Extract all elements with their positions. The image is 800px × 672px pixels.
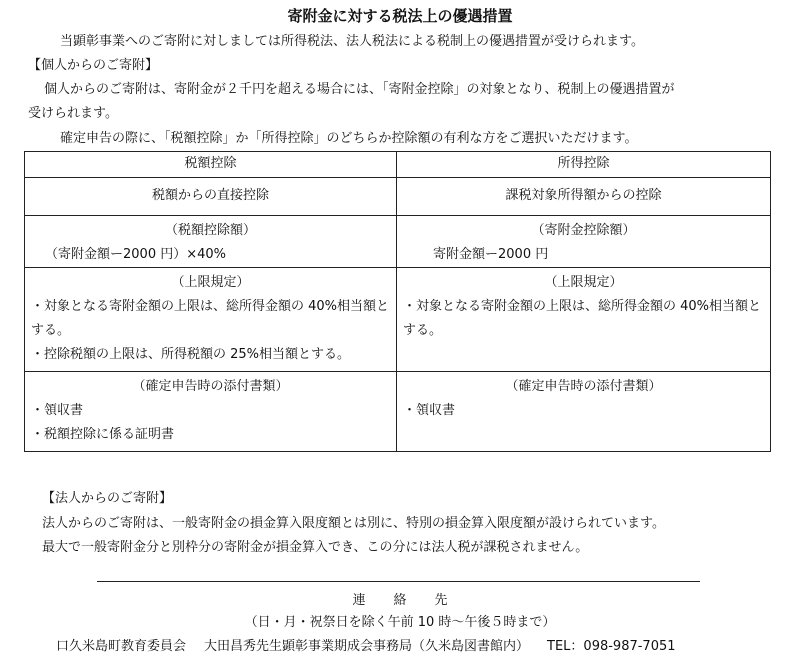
tax-credit-doc-item: ・税額控除に係る証明書 bbox=[31, 427, 175, 442]
deduction-comparison-table bbox=[24, 151, 771, 452]
table-row bbox=[25, 178, 771, 216]
tax-credit-amount-cell bbox=[25, 216, 397, 268]
income-deduction-header-cell: 所得控除 bbox=[397, 152, 771, 178]
income-deduction-amount-title: （寄附金控除額） bbox=[531, 223, 636, 238]
tax-credit-doc-item: ・領収書 bbox=[31, 403, 84, 418]
income-deduction-method-cell: 課税対象所得額からの控除 bbox=[397, 178, 771, 216]
income-deduction-limit-cell bbox=[397, 268, 771, 372]
contact-org1: 口久米島町教育委員会 bbox=[56, 639, 187, 654]
tax-credit-limit-cell bbox=[25, 268, 397, 372]
income-deduction-limit-title: （上限規定） bbox=[544, 275, 623, 290]
tax-credit-docs-title: （確定申告時の添付書類） bbox=[132, 379, 289, 394]
contact-heading: 連絡先 bbox=[352, 593, 476, 608]
income-deduction-limit-item: ・対象となる寄附金額の上限は、総所得金額の 40%相当額とする。 bbox=[403, 299, 762, 338]
corporate-line1: 法人からのご寄附は、一般寄附金の損金算入限度額とは別に、特別の損金算入限度額が設けられています。 bbox=[42, 516, 665, 531]
tax-credit-header-cell: 税額控除 bbox=[25, 152, 397, 178]
corporate-heading: 【法人からのご寄附】 bbox=[42, 491, 173, 506]
income-deduction-docs-title: （確定申告時の添付書類） bbox=[505, 379, 662, 394]
contact-tel: TEL：098-987-7051 bbox=[547, 639, 676, 654]
tax-credit-limit-item: ・控除税額の上限は、所得税額の 25%相当額とする。 bbox=[31, 347, 351, 362]
intro-text: 当顕彰事業へのご寄附に対しましては所得税法、法人税法による税制上の優遇措置が受けられます。 bbox=[60, 34, 644, 49]
income-deduction-amount-value: 寄附金額ー2000 円 bbox=[433, 247, 549, 262]
tax-credit-method-cell: 税額からの直接控除 bbox=[25, 178, 397, 216]
contact-divider bbox=[97, 581, 700, 582]
corporate-line2: 最大で一般寄附金分と別枠分の寄附金が損金算入でき、この分には法人税が課税されません。 bbox=[42, 540, 589, 555]
tax-credit-docs-cell bbox=[25, 372, 397, 452]
table-row bbox=[25, 152, 771, 178]
tax-credit-amount-value: （寄附金額ー2000 円）×40% bbox=[45, 247, 227, 262]
tax-credit-amount-title: （税額控除額） bbox=[164, 223, 256, 238]
table-row bbox=[25, 372, 771, 452]
individual-para1-line2: 受けられます。 bbox=[28, 106, 118, 121]
individual-heading: 【個人からのご寄附】 bbox=[28, 58, 159, 73]
table-row bbox=[25, 268, 771, 372]
contact-org2: 大田昌秀先生顕彰事業期成会事務局（久米島図書館内） bbox=[204, 639, 530, 654]
income-deduction-amount-cell bbox=[397, 216, 771, 268]
income-deduction-docs-cell bbox=[397, 372, 771, 452]
tax-credit-limit-title: （上限規定） bbox=[171, 275, 250, 290]
contact-footer bbox=[56, 638, 676, 656]
table-row bbox=[25, 216, 771, 268]
individual-para1-line1: 個人からのご寄附は、寄附金が２千円を超える場合には、「寄附金控除」の対象となり、税制上の優遇措置が bbox=[44, 82, 675, 97]
page-title: 寄附金に対する税法上の優遇措置 bbox=[287, 7, 513, 25]
tax-credit-limit-item: ・対象となる寄附金額の上限は、総所得金額の 40%相当額とする。 bbox=[31, 299, 390, 338]
individual-para2: 確定申告の際に、「税額控除」か「所得控除」のどちらか控除額の有利な方をご選択いただけます。 bbox=[60, 131, 638, 146]
income-deduction-doc-item: ・領収書 bbox=[403, 403, 456, 418]
office-hours: （日・月・祝祭日を除く午前 10 時～午後５時まで） bbox=[244, 615, 556, 630]
